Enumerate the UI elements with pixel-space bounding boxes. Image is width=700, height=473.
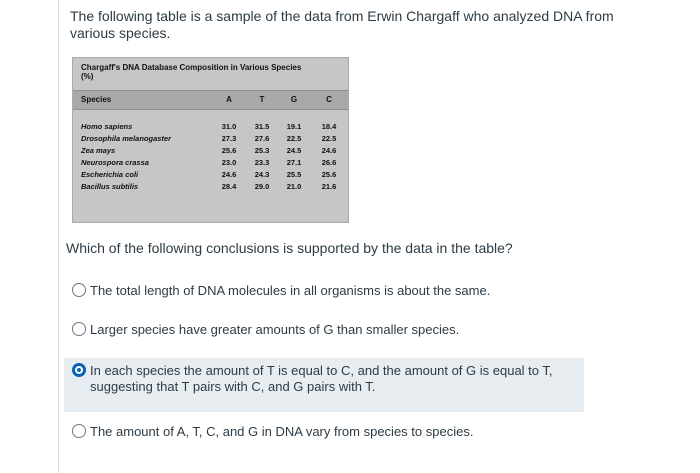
cell-g: 19.1 bbox=[286, 122, 302, 131]
question-intro: The following table is a sample of the data from Erwin Chargaff who analyzed DNA from various species. bbox=[70, 8, 614, 41]
column-header-t: T bbox=[259, 95, 265, 104]
cell-c: 26.6 bbox=[321, 158, 337, 167]
answer-option-2[interactable] bbox=[64, 321, 584, 339]
cell-t: 27.6 bbox=[254, 134, 270, 143]
species-name: Escherichia coli bbox=[81, 170, 139, 179]
cell-c: 25.6 bbox=[321, 170, 337, 179]
cell-c: 18.4 bbox=[321, 122, 337, 131]
species-name: Bacillus subtilis bbox=[81, 182, 139, 191]
cell-a: 23.0 bbox=[221, 158, 237, 167]
species-name: Drosophila melanogaster bbox=[81, 134, 172, 143]
table-row bbox=[73, 182, 348, 194]
cell-c: 24.6 bbox=[321, 146, 337, 155]
answer-option-3[interactable] bbox=[64, 358, 584, 412]
cell-a: 25.6 bbox=[221, 146, 237, 155]
cell-a: 31.0 bbox=[221, 122, 237, 131]
radio-button[interactable] bbox=[72, 322, 86, 336]
cell-a: 27.3 bbox=[221, 134, 237, 143]
species-name: Neurospora crassa bbox=[81, 158, 149, 167]
table-header-row bbox=[73, 90, 348, 110]
species-name: Homo sapiens bbox=[81, 122, 133, 131]
answer-option-label: The amount of A, T, C, and G in DNA vary from species to species. bbox=[90, 424, 474, 439]
column-header-g: G bbox=[290, 95, 298, 104]
answer-option-label: The total length of DNA molecules in all organisms is about the same. bbox=[90, 283, 491, 298]
answer-option-label: Larger species have greater amounts of G than smaller species. bbox=[90, 322, 460, 337]
radio-button[interactable] bbox=[72, 283, 86, 297]
question-prompt: Which of the following conclusions is supported by the data in the table? bbox=[66, 240, 513, 256]
chargaff-table-figure bbox=[72, 57, 349, 223]
cell-g: 25.5 bbox=[286, 170, 302, 179]
cell-t: 25.3 bbox=[254, 146, 270, 155]
cell-t: 29.0 bbox=[254, 182, 270, 191]
radio-button[interactable] bbox=[72, 424, 86, 438]
cell-t: 24.3 bbox=[254, 170, 270, 179]
answer-option-label: In each species the amount of T is equal to C, and the amount of G is equal to T, suggesting that T pairs with C, and G pairs with T. bbox=[90, 363, 553, 394]
answer-option-1[interactable] bbox=[64, 282, 584, 300]
cell-a: 24.6 bbox=[221, 170, 237, 179]
cell-c: 22.5 bbox=[321, 134, 337, 143]
column-header-c: C bbox=[326, 95, 332, 104]
answer-option-4[interactable] bbox=[64, 423, 584, 441]
table-row bbox=[73, 122, 348, 134]
species-column-header: Species bbox=[81, 95, 112, 104]
table-body bbox=[73, 122, 348, 194]
table-row bbox=[73, 158, 348, 170]
table-row bbox=[73, 170, 348, 182]
cell-t: 31.5 bbox=[254, 122, 270, 131]
radio-button-selected[interactable] bbox=[72, 363, 86, 377]
species-name: Zea mays bbox=[81, 146, 116, 155]
cell-g: 24.5 bbox=[286, 146, 302, 155]
cell-g: 21.0 bbox=[286, 182, 302, 191]
cell-g: 27.1 bbox=[286, 158, 302, 167]
cell-g: 22.5 bbox=[286, 134, 302, 143]
table-row bbox=[73, 146, 348, 158]
table-row bbox=[73, 134, 348, 146]
cell-c: 21.6 bbox=[321, 182, 337, 191]
cell-a: 28.4 bbox=[221, 182, 237, 191]
table-title: Chargaff's DNA Database Composition in Various Species (%) bbox=[81, 63, 302, 81]
cell-t: 23.3 bbox=[254, 158, 270, 167]
column-header-a: A bbox=[226, 95, 232, 104]
